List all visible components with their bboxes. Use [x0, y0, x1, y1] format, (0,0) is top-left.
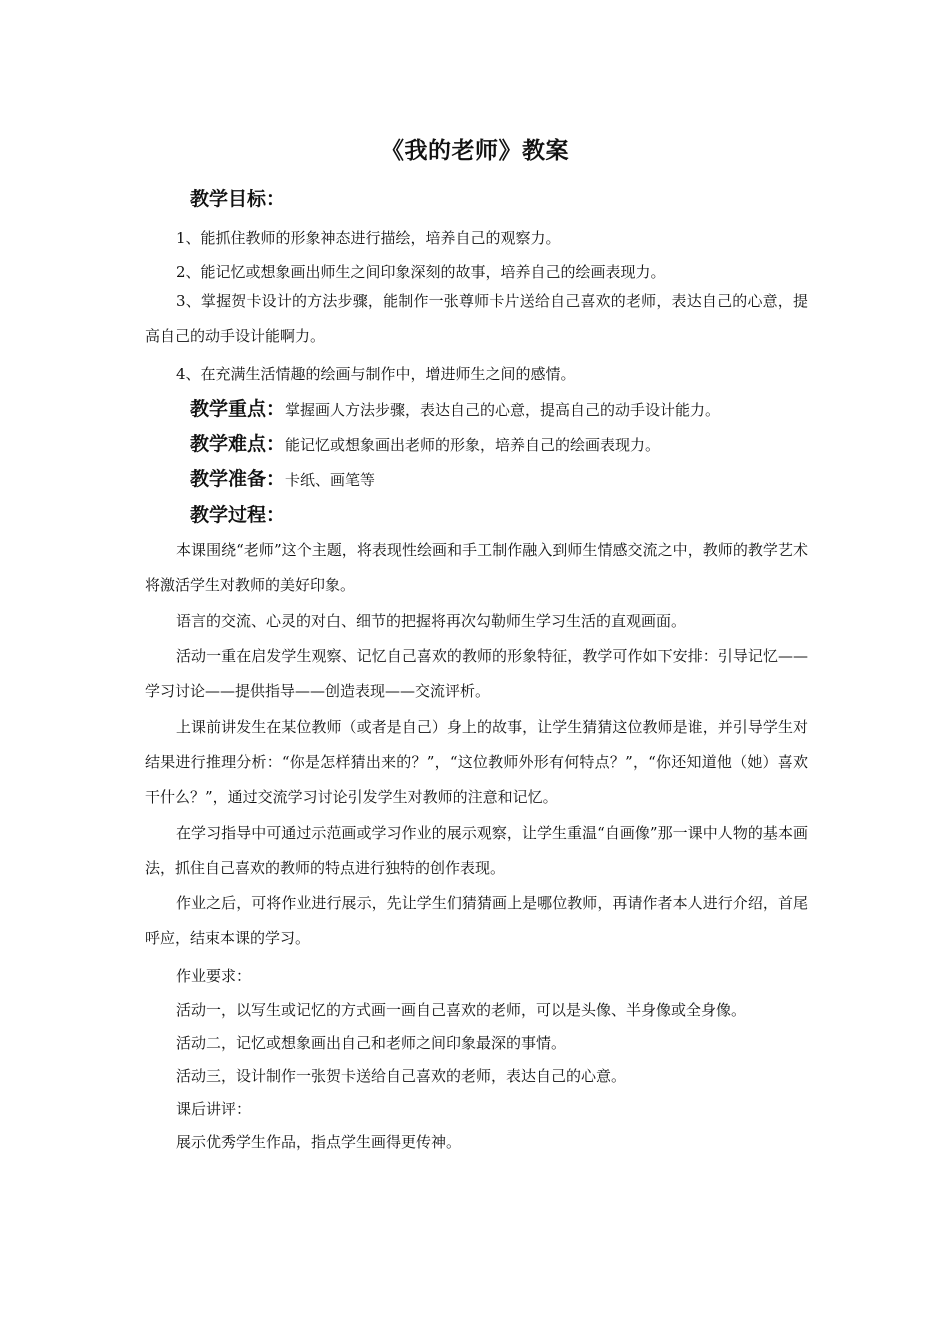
key-points-line: [190, 396, 720, 423]
process-paragraph-1: 本课围绕“老师”这个主题，将表现性绘画和手工制作融入到师生情感交流之中，教师的教学艺术将激活学生对教师的美好印象。: [145, 541, 808, 594]
process-paragraph-6: 作业之后，可将作业进行展示，先让学生们猜猜画上是哪位教师，再请作者本人进行介绍，首尾呼应，结束本课的学习。: [145, 894, 808, 947]
difficulties-line: [190, 431, 660, 458]
homework-item-2: 活动二，记忆或想象画出自己和老师之间印象最深的事情。: [176, 1034, 567, 1052]
document-title: 《我的老师》教案: [381, 138, 569, 164]
preparation-text: 卡纸、画笔等: [285, 471, 376, 489]
difficulties-text: 能记忆或想象画出老师的形象，培养自己的绘画表现力。: [285, 436, 661, 454]
key-points-text: 掌握画人方法步骤，表达自己的心意，提高自己的动手设计能力。: [285, 401, 721, 419]
process-paragraph-3: 活动一重在启发学生观察、记忆自己喜欢的教师的形象特征，教学可作如下安排：引导记忆——学习讨论——提供指导——创造表现——交流评析。: [145, 647, 808, 700]
homework-heading: 作业要求：: [176, 967, 252, 985]
objective-item-1: 1、能抓住教师的形象神态进行描绘，培养自己的观察力。: [176, 229, 561, 247]
key-points-heading: 教学重点：: [190, 398, 286, 420]
process-heading: 教学过程：: [190, 504, 286, 526]
homework-item-1: 活动一，以写生或记忆的方式画一画自己喜欢的老师，可以是头像、半身像或全身像。: [176, 1001, 747, 1019]
objective-item-4: 4、在充满生活情趣的绘画与制作中，增进师生之间的感情。: [176, 365, 576, 383]
difficulties-heading: 教学难点：: [190, 433, 286, 455]
process-paragraph-2: 语言的交流、心灵的对白、细节的把握将再次勾勒师生学习生活的直观画面。: [176, 612, 687, 630]
process-paragraph-5: 在学习指导中可通过示范画或学习作业的展示观察，让学生重温“自画像”那一课中人物的基本画法，抓住自己喜欢的教师的特点进行独特的创作表现。: [145, 824, 808, 877]
process-paragraph-4: 上课前讲发生在某位教师（或者是自己）身上的故事，让学生猜猜这位教师是谁，并引导学生对结果进行推理分析：“你是怎样猜出来的？”，“这位教师外形有何特点？”，“你还知道他（她）喜欢干什么？”，通过交流学习讨论引发学生对教师的注意和记忆。: [145, 718, 808, 806]
preparation-heading: 教学准备：: [190, 468, 286, 490]
review-heading: 课后讲评：: [176, 1100, 252, 1118]
review-text: 展示优秀学生作品，指点学生画得更传神。: [176, 1133, 462, 1151]
objectives-heading: 教学目标：: [190, 188, 286, 210]
homework-item-3: 活动三，设计制作一张贺卡送给自己喜欢的老师，表达自己的心意。: [176, 1067, 627, 1085]
objective-item-2: 2、能记忆或想象画出师生之间印象深刻的故事，培养自己的绘画表现力。: [176, 263, 666, 281]
objective-item-3: 3、掌握贺卡设计的方法步骤，能制作一张尊师卡片送给自己喜欢的老师，表达自己的心意，提高自己的动手设计能啊力。: [145, 292, 808, 345]
preparation-line: [190, 466, 375, 493]
